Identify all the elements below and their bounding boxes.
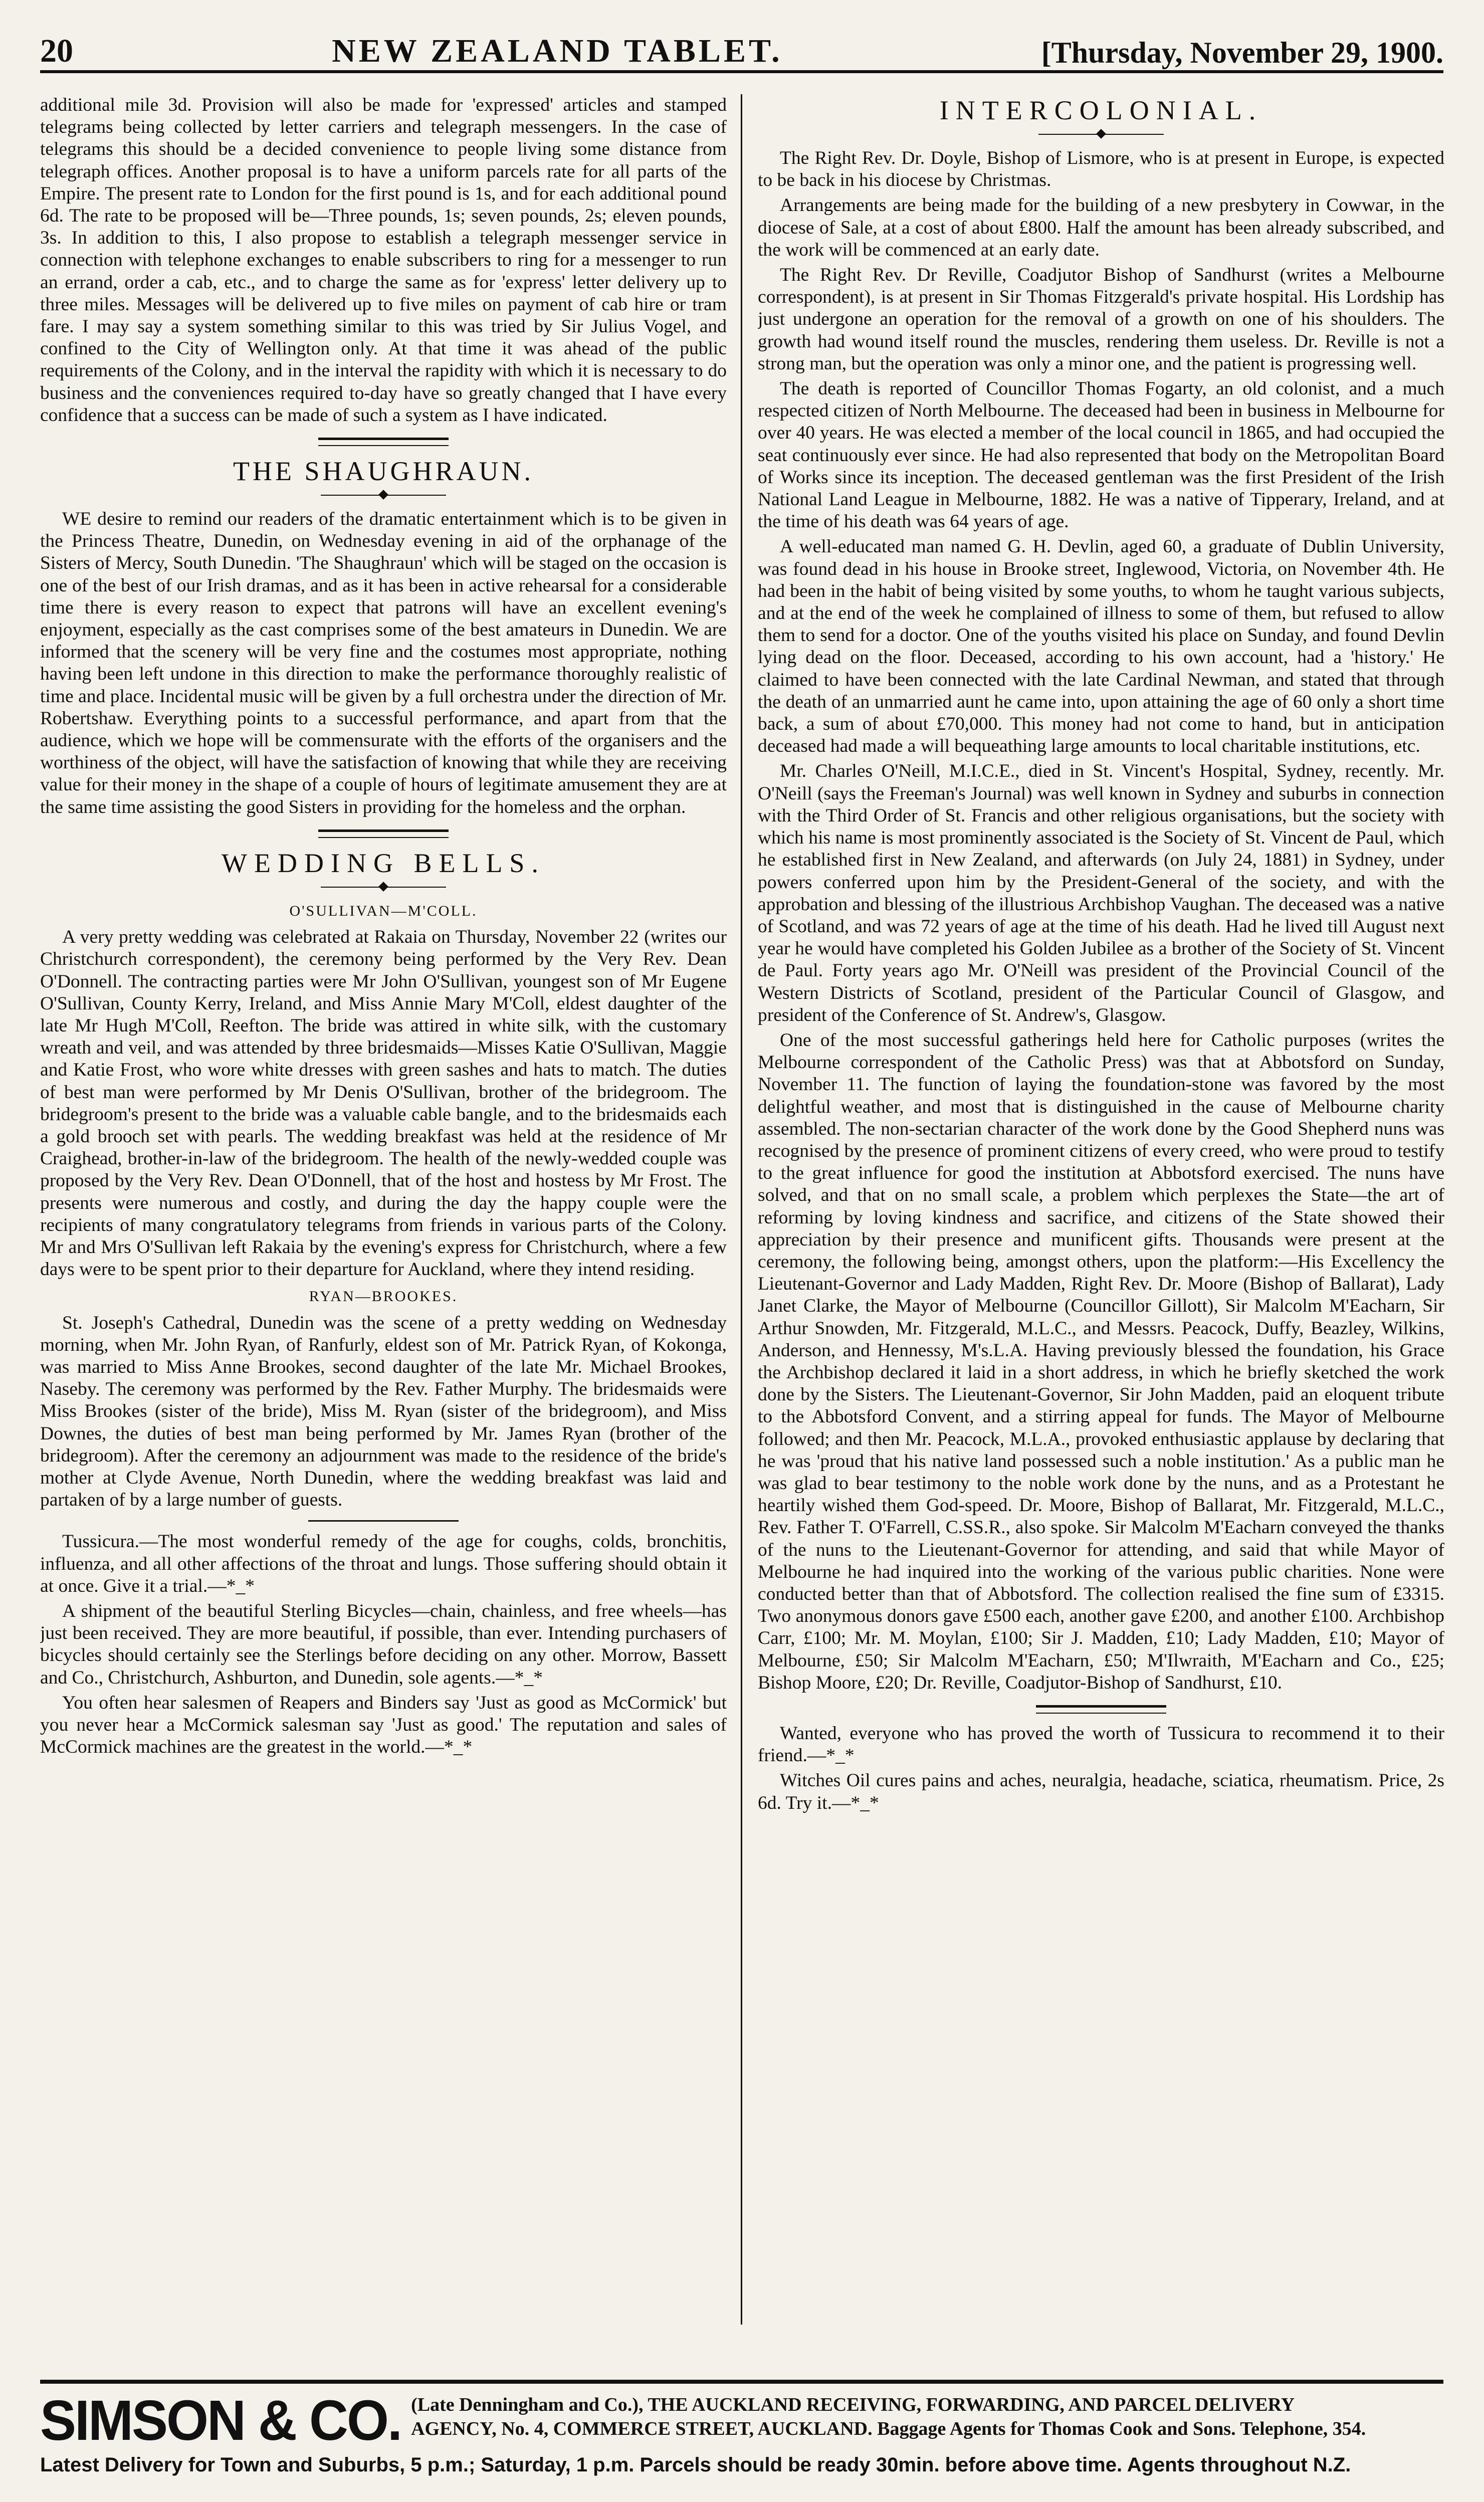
wedding-subheading-ryan: RYAN—BROOKES.: [309, 1288, 458, 1305]
notice-witches-oil: Witches Oil cures pains and aches, neuralgia, headache, sciatica, rheumatism. Price, 2s 6d. Try it.—*_*: [758, 1770, 1444, 1813]
advertisement-delivery-line: Latest Delivery for Town and Suburbs, 5 p.m.; Saturday, 1 p.m. Parcels should be ready 30min. before above time. Agents throughout N.Z.: [40, 2454, 1351, 2476]
column-divider: [741, 94, 742, 2325]
section-divider: [1036, 1705, 1166, 1714]
intercolonial-paragraph: Mr. Charles O'Neill, M.I.C.E., died in St. Vincent's Hospital, Sydney, recently. Mr. O'Neill (says the Freeman's Journal) was well known in Sydney and suburbs in connection with the Third Order of St. Francis and other religious organisations, but the society with which his name is most prominently associated is the Society of St. Vincent de Paul, which he established first in New Zealand, and afterwards (on July 24, 1881) in Sydney, under powers conferred upon him by the President-General of the society, and with the approbation and blessing of the illustrious Archbishop Vaughan. The deceased was a native of Scotland, and was 72 years of age at the time of his death. Had he lived till August next year he would have completed his Golden Jubilee as a brother of the Society of St. Vincent de Paul. Forty years ago Mr. O'Neill was president of the Provincial Council of the Western Districts of Scotland, president of the Particular Council of Glasgow, and president of the Conference of St. Andrew's, Glasgow.: [758, 761, 1444, 1025]
ornament-rule: [1038, 129, 1164, 139]
advertisement-line: AGENCY, No. 4, COMMERCE STREET, AUCKLAND. Baggage Agents for Thomas Cook and Sons. Telephone, 354.: [411, 2418, 1366, 2439]
advertiser-name: SIMSON & CO.: [40, 2388, 401, 2452]
section-divider: [318, 829, 449, 838]
notice-tussicura: Tussicura.—The most wonderful remedy of the age for coughs, colds, bronchitis, influenza, and all other affections of the throat and lungs. Those suffering should obtain it at once. Give it a trial.—*_*: [40, 1531, 727, 1596]
ornament-rule: [321, 490, 446, 500]
wedding-bells-heading: WEDDING BELLS.: [222, 848, 545, 878]
section-divider: [318, 438, 449, 446]
intercolonial-paragraph: Arrangements are being made for the building of a new presbytery in Cowwar, in the diocese of Sale, at a cost of about £800. Half the amount has been already subscribed, and the work will be commenced at an early date.: [758, 195, 1444, 260]
masthead: [40, 18, 1443, 73]
simson-advertisement: [40, 2380, 1443, 2484]
issue-date: [Thursday, November 29, 1900.: [1041, 36, 1443, 69]
wedding-ryan-body: St. Joseph's Cathedral, Dunedin was the scene of a pretty wedding on Wednesday morning, when Mr. John Ryan, of Ranfurly, eldest son of Mr. Patrick Ryan, of Kokonga, was married to Miss Anne Brookes, second daughter of the late Mr. Michael Brookes, Naseby. The ceremony was performed by the Rev. Father Murphy. The bridesmaids were Miss Brookes (sister of the bride), Miss M. Ryan (sister of the bridegroom), and Miss Downes, the duties of best man being performed by Mr. James Ryan (brother of the bridegroom). After the ceremony an adjournment was made to the residence of the bride's mother at Clyde Avenue, North Dunedin, where the wedding breakfast was laid and partaken of by a large number of guests.: [40, 1312, 727, 1511]
publication-title: NEW ZEALAND TABLET.: [332, 33, 783, 69]
notice-wanted-tussicura: Wanted, everyone who has proved the worth of Tussicura to recommend it to their friend.—*_*: [758, 1723, 1444, 1766]
wedding-osullivan-body: A very pretty wedding was celebrated at Rakaia on Thursday, November 22 (writes our Christchurch correspondent), the ceremony being performed by the Very Rev. Dean O'Donnell. The contracting parties were Mr John O'Sullivan, youngest son of Mr Eugene O'Sullivan, County Kerry, Ireland, and Miss Annie Mary M'Coll, eldest daughter of the late Mr Hugh M'Coll, Reefton. The bride was attired in white silk, with the customary wreath and veil, and was attended by three bridesmaids—Misses Katie O'Sullivan, Maggie and Katie Frost, who wore white dresses with green sashes and hats to match. The duties of best man were performed by Mr Denis O'Sullivan, brother of the bridegroom. The bridegroom's present to the bride was a valuable cable bangle, and to the bridesmaids each a gold brooch set with pearls. The wedding breakfast was held at the residence of Mr Craighead, brother-in-law of the bridegroom. The health of the newly-wedded couple was proposed by the Very Rev. Dean O'Donnell, that of the host and hostess by Mr Frost. The presents were numerous and costly, and during the day the happy couple were the recipients of many congratulatory telegrams from friends in various parts of the Colony. Mr and Mrs O'Sullivan left Rakaia by the evening's express for Christchurch, where a few days were to be spent prior to their departure for Auckland, where they intend residing.: [40, 927, 727, 1280]
page-number: 20: [40, 33, 73, 69]
shaughraun-body: WE desire to remind our readers of the dramatic entertainment which is to be given in the Princess Theatre, Dunedin, on Wednesday evening in aid of the orphanage of the Sisters of Mercy, South Dunedin. 'The Shaughraun' which will be staged on the occasion is one of the best of our Irish dramas, and as it has been in active rehearsal for a considerable time there is every reason to expect that patrons will have an excellent evening's enjoyment, especially as the cast comprises some of the best amateurs in Dunedin. We are informed that the scenery will be very fine and the costumes most appropriate, nothing having been left undone in this direction to make the performance thoroughly realistic of time and place. Incidental music will be given by a full orchestra under the direction of Mr. Robertshaw. Everything points to a successful performance, and apart from that the audience, which we hope will be commensurate with the efforts of the organisers and the worthiness of the object, will have the satisfaction of knowing that while they are receiving value for their money in the shape of a couple of hours of legitimate amusement they are at the same time assisting the good Sisters in providing for the homeless and the orphan.: [40, 509, 727, 817]
notice-mccormick: You often hear salesmen of Reapers and Binders say 'Just as good as McCormick' but you never hear a McCormick salesman say 'Just as good.' The reputation and sales of McCormick machines are the greatest in the world.—*_*: [40, 1692, 727, 1758]
intercolonial-paragraph: A well-educated man named G. H. Devlin, aged 60, a graduate of Dublin University, was found dead in his house in Brooke street, Inglewood, Victoria, on November 4th. He had been in the habit of being visited by some youths, to whom he taught various subjects, and at the end of the week he complained of illness to some of them, but refused to allow them to send for a doctor. One of the youths visited his place on Sunday, and found Devlin lying dead on the floor. Deceased, according to his own account, had a 'history.' He claimed to have been connected with the late Cardinal Newman, and stated that through the death of an unmarried aunt he came into, upon attaining the age of 60 only a short time back, a sum of about £70,000. This money had not come to hand, but in anticipation deceased had made a will bequeathing large amounts to local charitable institutions, etc.: [758, 536, 1444, 757]
left-column: [40, 94, 727, 2350]
intercolonial-paragraph: The Right Rev. Dr. Doyle, Bishop of Lismore, who is at present in Europe, is expected to be back in his diocese by Christmas.: [758, 148, 1444, 191]
intercolonial-paragraph: One of the most successful gatherings held here for Catholic purposes (writes the Melbourne correspondent of the Catholic Press) was that at Abbotsford on Sunday, November 11. The function of laying the foundation-stone was favored by the most delightful weather, and most that is distinguished in the cause of Melbourne charity assembled. The non-sectarian character of the work done by the Good Shepherd nuns was recognised by the presence of prominent citizens of every creed, who were proud to testify to the great influence for good the institution at Abbotsford exercised. The nuns have solved, and that on no small scale, a problem which perplexes the State—the art of reforming by loving kindness and sacrifice, and citizens of the State showed their appreciation by their presence and munificent gifts. Thousands were present at the ceremony, the following being, amongst others, upon the platform:—His Excellency the Lieutenant-Governor and Lady Madden, Right Rev. Dr. Moore (Bishop of Ballarat), Lady Janet Clarke, the Mayor of Melbourne (Councillor Gillott), Sir Malcolm M'Eacharn, Sir Arthur Snowden, Mr. Fitzgerald, M.L.C., and Messrs. Peacock, Duffy, Beazley, Wilkins, Anderson, and Hennessy, M's.L.A. Having previously blessed the foundation, his Grace the Archbishop declared it laid in a short address, in which he briefly sketched the work done by the Sisters. The Lieutenant-Governor, Sir John Madden, paid an eloquent tribute to the Abbotsford Convent, and a stirring appeal for funds. The Mayor of Melbourne followed; and then Mr. Peacock, M.L.A., provoked enthusiastic applause by declaring that he was 'proud that his native land possessed such a noble institution.' As a public man he was glad to bear testimony to the noble work done by the nuns, and as a Protestant he heartily wished them God-speed. Dr. Moore, Bishop of Ballarat, Mr. Fitzgerald, M.L.C., Rev. Father T. O'Farrell, C.SS.R., also spoke. Sir Malcolm M'Eacharn conveyed the thanks of the nuns to the Lieutenant-Governor for attending, and said that while Mayor of Melbourne he had inquired into the working of the various public charities. None were conducted better than that of Abbotsford. The collection realised the fine sum of £3315. Two anonymous donors gave £500 each, another gave £200, and another £100. Archbishop Carr, £100; Mr. M. Moylan, £100; Sir J. Madden, £10; Lady Madden, £10; Mayor of Melbourne, £50; Sir Malcolm M'Eacharn, £50; M'Ilwraith, M'Eacharn and Co., £25; Bishop Moore, £20; Dr. Reville, Coadjutor-Bishop of Sandhurst, £10.: [758, 1029, 1444, 1693]
postal-proposal-paragraph: additional mile 3d. Provision will also be made for 'expressed' articles and stamped telegrams being collected by letter carriers and telegraph messengers. In the case of telegrams this should be a decided convenience to people living some distance from telegraph offices. Another proposal is to have a uniform parcels rate for all parts of the Empire. The present rate to London for the first pound is 1s, and for each additional pound 6d. The rate to be proposed will be—Three pounds, 1s; seven pounds, 2s; eleven pounds, 3s. In addition to this, I also propose to establish a telegraph messenger service in connection with telephone exchanges to enable subscribers to ring for a messenger to run an errand, order a cab, etc., and to charge the same as for 'express' letter delivery up to three miles. Messages will be delivered up to five miles on payment of cab hire or tram fare. I may say a system something similar to this was tried by Sir Julius Vogel, and confined to the City of Wellington only. At that time it was ahead of the public requirements of the Colony, and in the interval the rapidity with which it is necessary to do business and the conveniences required to-day have so greatly changed that I have every confidence that a success can be made of such a system as I have indicated.: [40, 95, 727, 426]
shaughraun-heading: THE SHAUGHRAUN.: [233, 456, 534, 487]
section-divider: [308, 1520, 459, 1522]
intercolonial-paragraph: The Right Rev. Dr Reville, Coadjutor Bishop of Sandhurst (writes a Melbourne correspondent), is at present in Sir Thomas Fitzgerald's private hospital. His Lordship has just undergone an operation for the removal of a growth on one of his shoulders. The growth had wound itself round the muscles, rendering them useless. Dr. Reville is not a strong man, but the operation was only a minor one, and the patient is progressing well.: [758, 265, 1444, 374]
right-column: [758, 94, 1444, 2350]
ornament-rule: [321, 882, 446, 892]
advertisement-line: (Late Denningham and Co.), THE AUCKLAND RECEIVING, FORWARDING, AND PARCEL DELIVERY: [411, 2394, 1295, 2415]
notice-sterling-bicycles: A shipment of the beautiful Sterling Bicycles—chain, chainless, and free wheels—has just been received. They are more beautiful, if possible, than ever. Intending purchasers of bicycles should certainly see the Sterlings before deciding on any other. Morrow, Bassett and Co., Christchurch, Ashburton, and Dunedin, sole agents.—*_*: [40, 1600, 727, 1688]
intercolonial-paragraph: The death is reported of Councillor Thomas Fogarty, an old colonist, and a much respected citizen of North Melbourne. The deceased had been in business in Melbourne for over 40 years. He was elected a member of the local council in 1865, and had occupied the seat continuously ever since. He had also represented that body on the Metropolitan Board of Works since its inception. The deceased gentleman was the first President of the Irish National Land League in Melbourne, 1882. He was a native of Tipperary, Ireland, and at the time of his death was 64 years of age.: [758, 378, 1444, 532]
advertisement-details: [411, 2393, 1366, 2441]
intercolonial-heading: INTERCOLONIAL.: [939, 95, 1263, 125]
wedding-subheading-osullivan: O'SULLIVAN—M'COLL.: [289, 902, 478, 919]
